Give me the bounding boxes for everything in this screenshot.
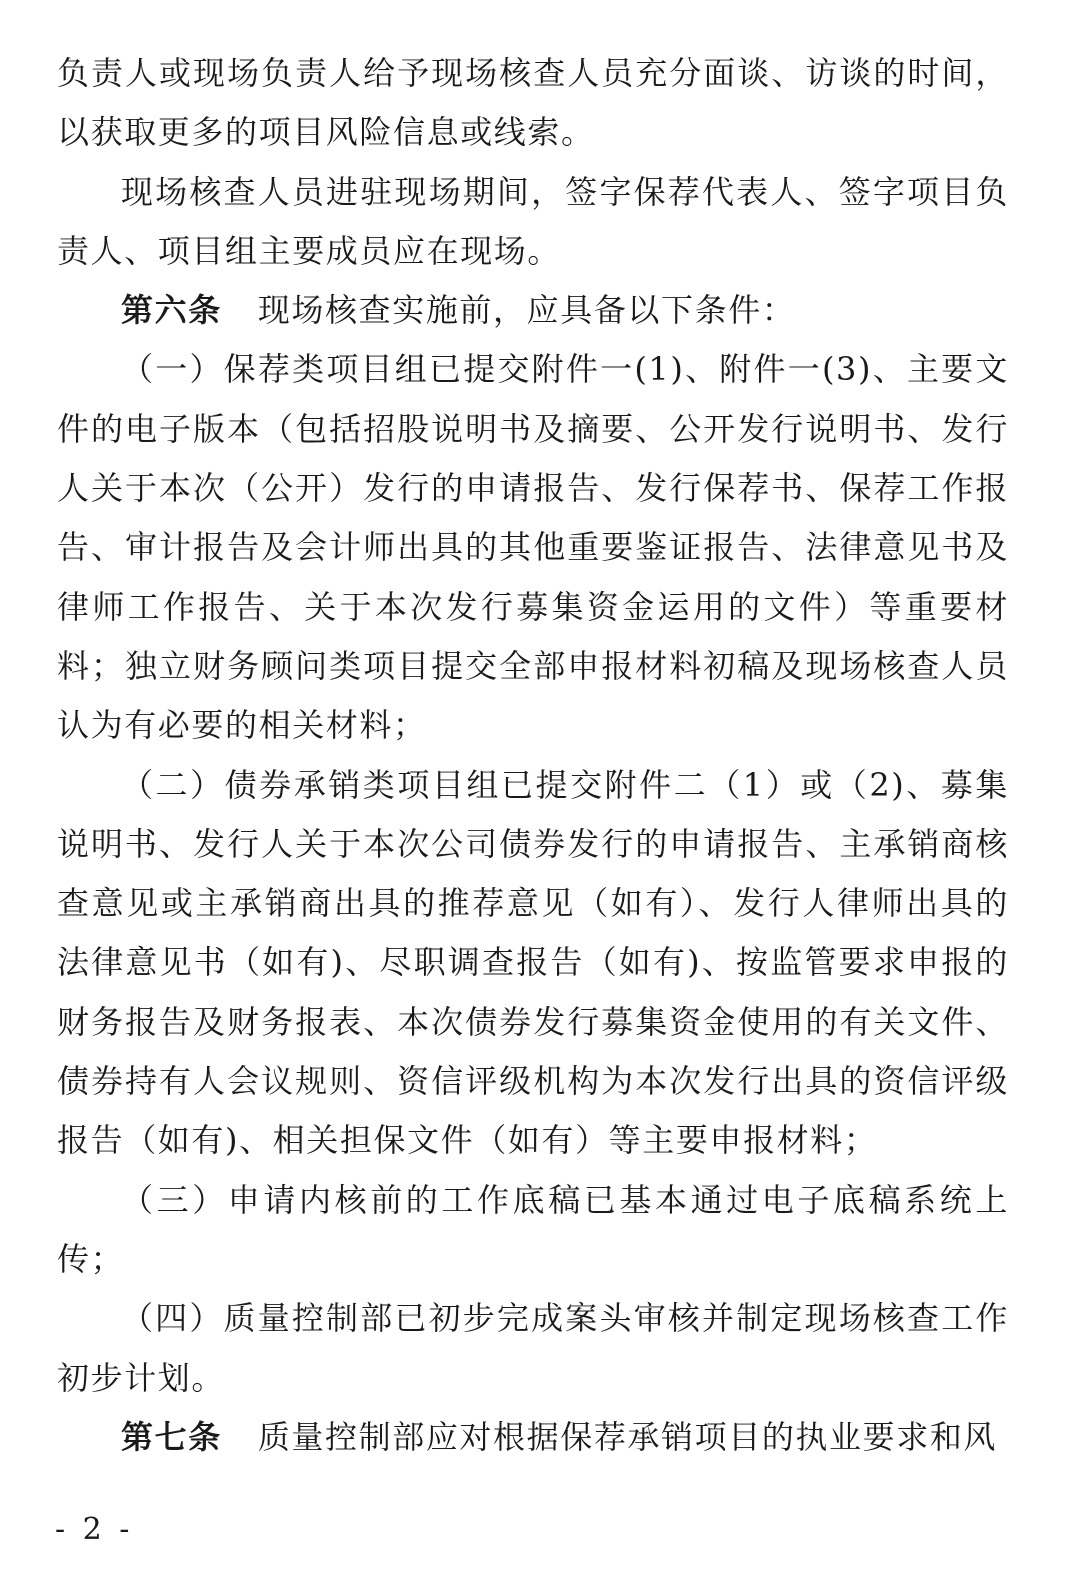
article-7-heading: 第七条 [121, 1417, 222, 1456]
paragraph-continuation [57, 44, 1009, 163]
document-body [57, 44, 1009, 1467]
page-number: - 2 - [55, 1512, 134, 1547]
article-6-heading: 第六条 [121, 291, 222, 330]
paragraph-text: 负责人或现场负责人给予现场核查人员充分面谈、访谈的时间，以获取更多的项目风险信息或线索。 [57, 54, 1009, 152]
paragraph-text: 现场核查人员进驻现场期间，签字保荐代表人、签字项目负责人、项目组主要成员应在现场。 [57, 172, 1009, 270]
paragraph-onsite-personnel [57, 163, 1009, 282]
article-7 [57, 1408, 1009, 1467]
paragraph-text: 质量控制部应对根据保荐承销项目的执业要求和风 [257, 1417, 998, 1456]
paragraph-text: （四）质量控制部已初步完成案头审核并制定现场核查工作初步计划。 [57, 1299, 1009, 1397]
article-6-item-2 [57, 756, 1009, 1171]
paragraph-text: （二）债券承销类项目组已提交附件二（1）或（2)、募集说明书、发行人关于本次公司债券发行的申请报告、主承销商核查意见或主承销商出具的推荐意见（如有）、发行人律师出具的法律意见书（如有)、尽职调查报告（如有)、按监管要求申报的财务报告及财务报表、本次债券发行募集资金使用的有关文件、债券持有人会议规则、资信评级机构为本次发行出具的资信评级报告（如有)、相关担保文件（如有）等主要申报材料； [57, 765, 1009, 1160]
article-6-item-1 [57, 340, 1009, 755]
paragraph-text: 现场核查实施前，应具备以下条件： [257, 291, 796, 330]
paragraph-text: （三）申请内核前的工作底稿已基本通过电子底稿系统上传； [57, 1180, 1009, 1278]
article-6-item-4 [57, 1289, 1009, 1408]
article-6 [57, 281, 1009, 340]
paragraph-text: （一）保荐类项目组已提交附件一(1)、附件一(3)、主要文件的电子版本（包括招股说明书及摘要、公开发行说明书、发行人关于本次（公开）发行的申请报告、发行保荐书、保荐工作报告、审计报告及会计师出具的其他重要鉴证报告、法律意见书及律师工作报告、关于本次发行募集资金运用的文件）等重要材料；独立财务顾问类项目提交全部申报材料初稿及现场核查人员认为有必要的相关材料； [57, 350, 1009, 745]
article-6-item-3 [57, 1171, 1009, 1290]
